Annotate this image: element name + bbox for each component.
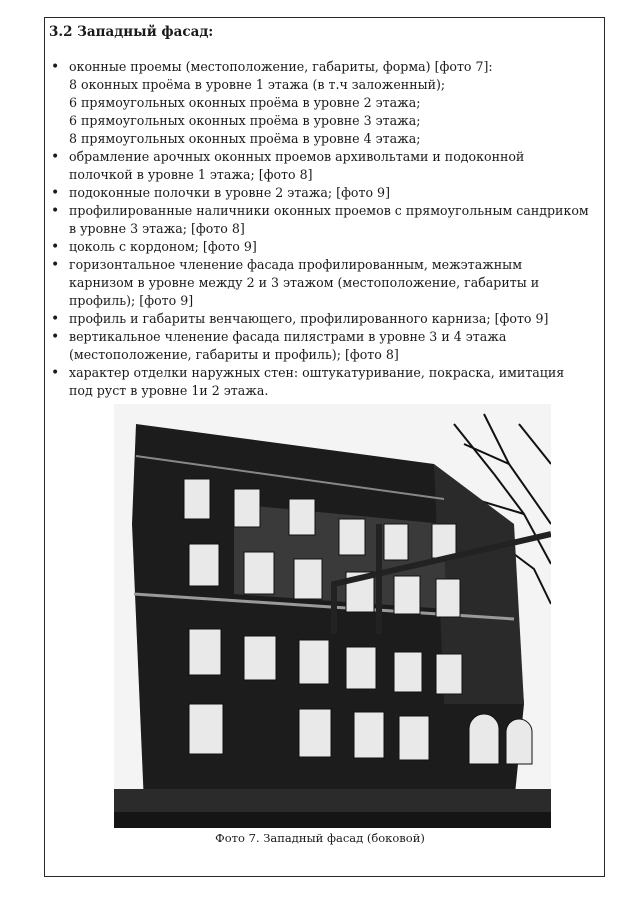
list-item-text: цоколь с кордоном; [фото 9] [69,239,257,254]
list-item-text: обрамление арочных оконных проемов архивольтами и подоконной полочкой в уровне 1 этажа; [фото 8] [69,149,525,182]
list-subitem: 8 прямоугольных оконных проёма в уровне 4 этажа; [69,131,421,146]
section-heading: 3.2 Западный фасад: [49,24,214,40]
bullet-icon: • [51,203,60,219]
bullet-icon: • [51,311,60,327]
requirements-list [49,58,589,400]
bullet-icon: • [51,149,60,165]
facade-photo [114,404,551,828]
list-item-text: профиль и габариты венчающего, профилированного карниза; [фото 9] [69,311,549,326]
list-item-text: характер отделки наружных стен: оштукатуривание, покраска, имитация под руст в уровне 1и 2 этажа. [69,365,565,398]
list-item [49,202,589,238]
list-item-text: горизонтальное членение фасада профилированным, межэтажным карнизом в уровне между 2 и 3 этажом (местоположение, габариты и профиль); [фото 9] [69,257,540,308]
bullet-icon: • [51,239,60,255]
bullet-icon: • [51,257,60,273]
list-item [49,256,589,310]
list-item-text: оконные проемы (местоположение, габариты, форма) [фото 7]: [69,59,493,74]
list-item-text: вертикальное членение фасада пилястрами в уровне 3 и 4 этажа (местоположение, габариты и профиль); [фото 8] [69,329,507,362]
list-item-text: профилированные наличники оконных проемов с прямоугольным сандриком в уровне 3 этажа; [фото 8] [69,203,589,236]
bullet-icon: • [51,329,60,345]
bullet-icon: • [51,365,60,381]
list-item [49,238,589,256]
list-item [49,310,589,328]
list-subitem: 6 прямоугольных оконных проёма в уровне 3 этажа; [69,113,421,128]
list-item [49,328,589,364]
list-item [49,184,589,202]
bullet-icon: • [51,185,60,201]
bullet-icon: • [51,59,60,75]
list-subitem: 8 оконных проёма в уровне 1 этажа (в т.ч заложенный); [69,77,446,92]
list-item [49,364,589,400]
list-item-text: подоконные полочки в уровне 2 этажа; [фото 9] [69,185,390,200]
photo-caption: Фото 7. Западный фасад (боковой) [215,831,425,845]
list-item [49,148,589,184]
list-subitem: 6 прямоугольных оконных проёма в уровне 2 этажа; [69,95,421,110]
list-item [49,58,589,148]
